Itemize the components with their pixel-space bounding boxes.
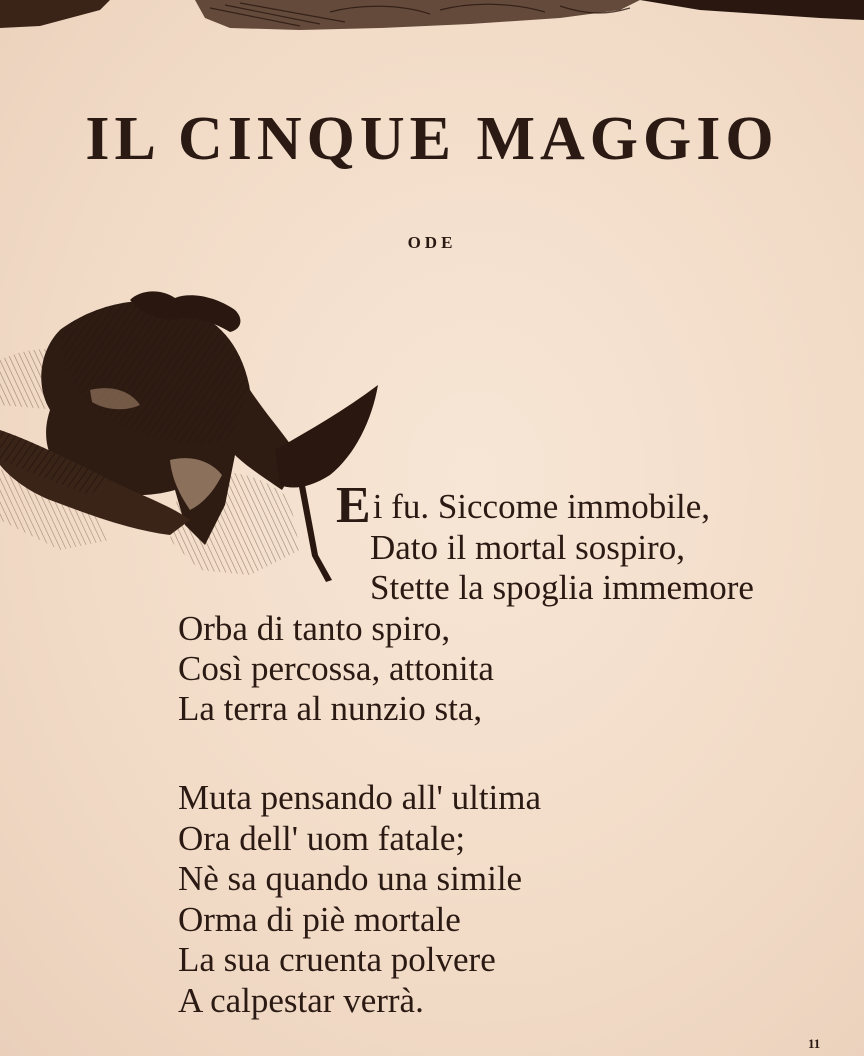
poem-line: Dato il mortal sospiro,	[370, 528, 685, 567]
poem-line: Orba di tanto spiro,	[178, 609, 451, 648]
poem-subtitle: ODE	[407, 233, 457, 252]
top-engraving-illustration	[0, 0, 864, 40]
fallen-eagle-illustration	[0, 290, 385, 600]
poem-line: La terra al nunzio sta,	[178, 689, 483, 728]
poem-line: Ora dell' uom fatale;	[178, 818, 466, 858]
poem-line: Orma di piè mortale	[178, 899, 461, 939]
poem-line: A calpestar verrà.	[178, 980, 424, 1020]
page-title: IL CINQUE MAGGIO	[85, 105, 779, 173]
page-number: 11	[808, 1036, 821, 1051]
poem-line: Così percossa, attonita	[178, 649, 494, 688]
poem-line: La sua cruenta polvere	[178, 940, 496, 979]
poem-line: Muta pensando all' ultima	[178, 778, 542, 817]
drop-cap-letter: E	[336, 477, 371, 534]
poem-line	[336, 477, 710, 534]
poem-line-text: i fu. Siccome immobile,	[372, 487, 710, 526]
poem-line: Stette la spoglia immemore	[370, 568, 754, 607]
poem-line: Nè sa quando una simile	[178, 859, 523, 898]
stanza-2	[178, 778, 541, 1021]
